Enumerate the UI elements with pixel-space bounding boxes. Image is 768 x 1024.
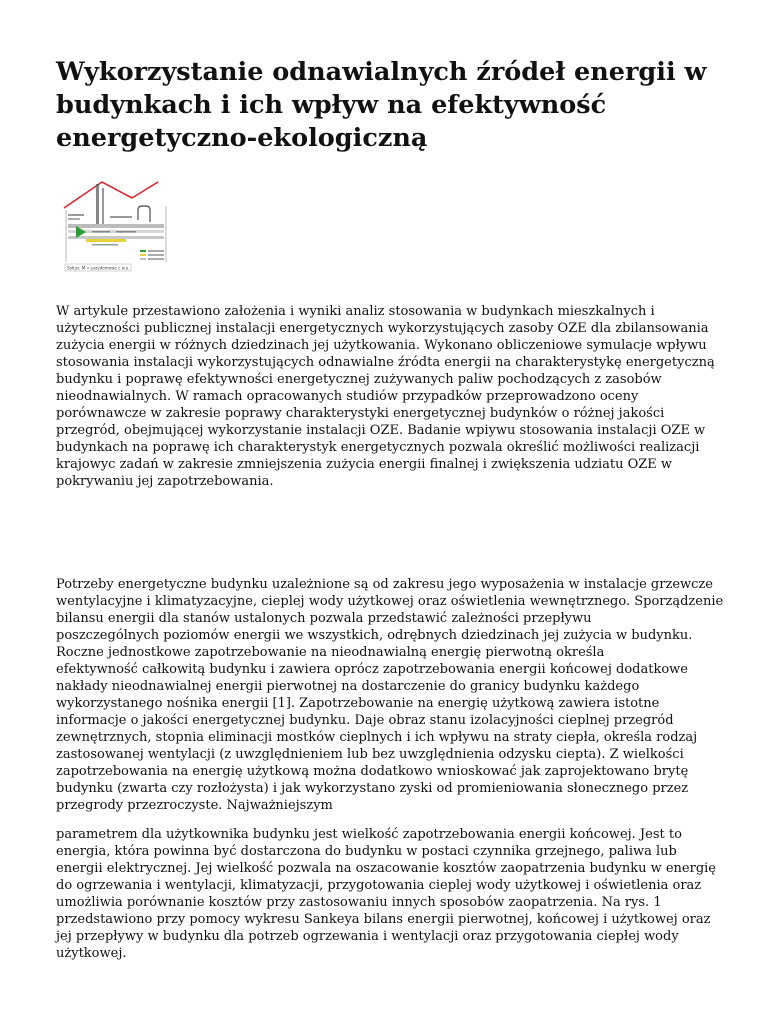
title-line: energetyczno-ekologiczną bbox=[56, 123, 428, 153]
text-line: energii elektrycznej. Jej wielkość pozwala na oszacowanie kosztów zaopatrzenia budynku w energię bbox=[56, 861, 716, 876]
title-line: Wykorzystanie odnawialnych źródeł energii w bbox=[56, 57, 707, 87]
article-header bbox=[56, 56, 716, 155]
body-paragraph bbox=[56, 576, 724, 814]
text-line: Potrzeby energetyczne budynku uzależnione są od zakresu jego wyposażenia w instalacje grzewcze bbox=[56, 577, 713, 592]
legend-swatch bbox=[140, 250, 146, 252]
yellow-flow-band bbox=[86, 239, 126, 242]
text-line: zewnętrznych, stopnia eliminacji mostków cieplnych i ich wpływu na straty ciepła, określa rodzaj bbox=[56, 730, 698, 745]
figure-legend-label: Sołtys: M = przydomowe c.w.u. bbox=[67, 265, 130, 271]
text-line: budynku i poprawę efektywności energetycznej zużywanych paliw pochodzących z zasobów bbox=[56, 372, 662, 387]
text-line: użyteczności publicznej instalacji energetycznych wykorzystujących zasoby OZE dla zbilansowania bbox=[56, 321, 709, 336]
text-line: wentylacyjne i klimatyzacyjne, cieplej wody użytkowej oraz oświetlenia wewnętrznego. Sporządzenie bbox=[56, 594, 724, 609]
text-line: energia, która powinna być dostarczona do budynku w postaci czynnika grzejnego, paliwa lub bbox=[56, 844, 677, 859]
body-paragraph bbox=[56, 826, 716, 962]
pipe-shape bbox=[96, 184, 99, 224]
text-line: pokrywaniu jej zapotrzebowania. bbox=[56, 474, 274, 489]
text-line: porównawcze w zakresie poprawy charakterystyki energetycznej budynków o różnej jakości bbox=[56, 406, 665, 421]
text-line: Roczne jednostkowe zapotrzebowanie na nieodnawialną energię pierwotną określa bbox=[56, 645, 605, 660]
text-line: przegrody przezroczyste. Najważniejszym bbox=[56, 798, 333, 813]
text-line: nakłady nieodnawialnej energii pierwotnej na dostarczenie do granicy budynku każdego bbox=[56, 679, 640, 694]
text-line: krajowyc zadań w zakresie zmniejszenia zużycia energii finalnej i zwiększenia udziatu OZE w bbox=[56, 457, 673, 472]
text-line: zapotrzebowania na energię użytkową można dodatkowo wnioskować jak zaprojektowano brytę bbox=[56, 764, 689, 779]
text-line: umożliwia porównanie kosztów przy zastosowaniu innych sposobów zaopatrzenia. Na rys. 1 bbox=[56, 895, 662, 910]
text-line: bilansu energii dla stanów ustalonych pozwala przedstawić zależności przepływu bbox=[56, 611, 592, 626]
text-line: użytkowej. bbox=[56, 946, 127, 961]
text-line: W artykule przestawiono założenia i wyniki analiz stosowania w budynkach mieszkalnych i bbox=[56, 304, 655, 319]
text-line: przedstawiono przy pomocy wykresu Sankeya bilans energii pierwotnej, końcowej i użytkowej oraz bbox=[56, 912, 711, 927]
text-line: nieodnawialnych. W ramach opracowanych studiów przypadków przeprowadzono oceny bbox=[56, 389, 639, 404]
abstract-paragraph bbox=[56, 303, 716, 490]
text-line: wykorzystanego nośnika energii [1]. Zapotrzebowanie na energię użytkową zawiera istotne bbox=[56, 696, 660, 711]
text-line: do ogrzewania i wentylacji, klimatyzacji, przygotowania cieplej wody użytkowej i oświetlenia oraz bbox=[56, 878, 702, 893]
sankey-diagram-image bbox=[62, 176, 170, 272]
text-line: informacje o jakości energetycznej budynku. Daje obraz stanu izolacyjności cieplnej przegród bbox=[56, 713, 674, 728]
flow-band bbox=[68, 224, 164, 228]
text-line: efektywność całkowitą budynku i zawiera oprócz zapotrzebowania energii końcowej dodatkowe bbox=[56, 662, 688, 677]
text-line: jej przepływy w budynku dla potrzeb ogrzewania i wentylacji oraz przygotowania ciepłej wody bbox=[56, 929, 679, 944]
roof-line-right bbox=[132, 182, 158, 198]
text-line: zastosowanej wentylacji (z uwzględnieniem lub bez uwzględnienia odzysku ciepta). Z wielkości bbox=[56, 747, 684, 762]
text-line: budynkach na poprawę ich charakterystyk energetycznych pozwala określić możliwości realizacji bbox=[56, 440, 700, 455]
text-line: stosowania instalacji wykorzystujących odnawialne źródta energii na charakterystykę energetyczną bbox=[56, 355, 715, 370]
sankey-thumbnail-figure bbox=[62, 176, 170, 272]
title-line: budynkach i ich wpływ na efektywność bbox=[56, 90, 607, 120]
text-line: zużycia energii w różnych dziedzinach jej użytkowania. Wykonano obliczeniowe symulacje wpływu bbox=[56, 338, 707, 353]
text-line: budynku (zwarta czy rozłożysta) i jak wykorzystano zyski od promieniowania słonecznego przez bbox=[56, 781, 689, 796]
text-line: parametrem dla użytkownika budynku jest wielkość zapotrzebowania energii końcowej. Jest to bbox=[56, 827, 682, 842]
article-title bbox=[56, 56, 716, 155]
text-line: poszczególnych poziomów energii we wszystkich, odrębnych dziedzinach jej zużycia w budynku. bbox=[56, 628, 693, 643]
text-line: przegród, obejmującej wykorzystanie instalacji OZE. Badanie wpiywu stosowania instalacji OZE w bbox=[56, 423, 706, 438]
